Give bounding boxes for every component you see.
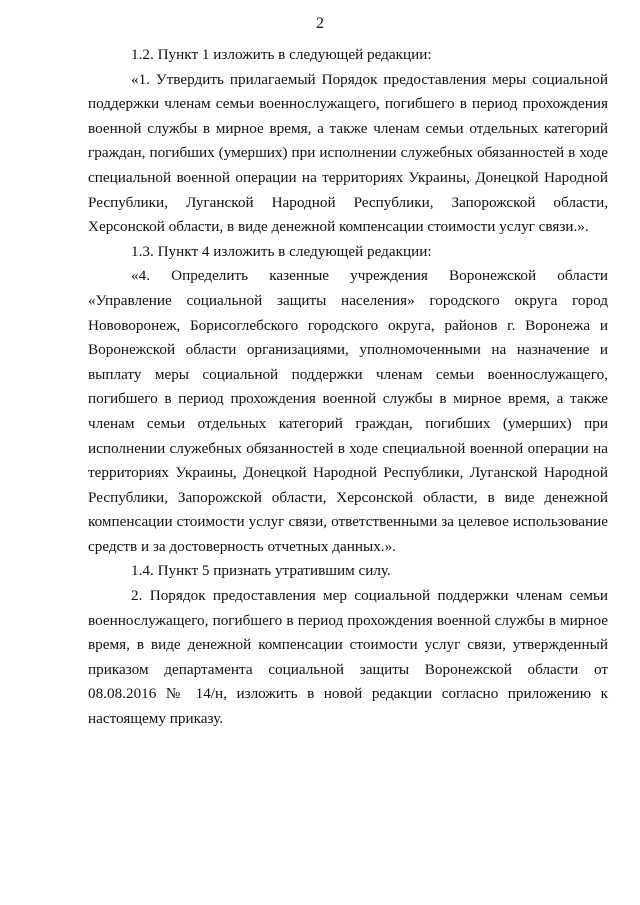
document-body [88,43,608,732]
paragraph-1-2: 1.2. Пункт 1 изложить в следующей редакции: [131,46,432,63]
paragraph-2: 2. Порядок предоставления мер социальной поддержки членам семьи военнослужащего, погибшего в период прохождения военной службы в мирное время, в виде денежной компенсации стоимости услуг связи, утвержденный приказом департамента социальной защиты Воронежской области от 08.08.2016 № 14/н, изложить в новой редакции согласно приложению к настоящему приказу. [88,587,608,728]
paragraph-quote-4: «4. Определить казенные учреждения Воронежской области «Управление социальной защиты населения» городского округа город Нововоронеж, Борисоглебского городского округа, районов г. Воронежа и Воронежской области организациями, уполномоченными на назначение и выплату меры социальной поддержки членам семьи военнослужащего, погибшего в период прохождения военной службы в мирное время, а также членам семьи отдельных категорий граждан, погибших (умерших) при исполнении служебных обязанностей в ходе специальной военной операции на территориях Украины, Донецкой Народной Республики, Луганской Народной Республики, Запорожской области, Херсонской области, в виде денежной компенсации стоимости услуг связи, ответственными за целевое использование средств и за достоверность отчетных данных.». [88,267,608,555]
page-number: 2 [316,15,324,32]
paragraph-1-3: 1.3. Пункт 4 изложить в следующей редакции: [131,242,432,260]
paragraph-quote-1: «1. Утвердить прилагаемый Порядок предоставления меры социальной поддержки членам семьи военнослужащего, погибшего в период прохождения военной службы в мирное время, а также членам семьи отдельных категорий граждан, погибших (умерших) при исполнении служебных обязанностей в ходе специальной военной операции на территориях Украины, Донецкой Народной Республики, Луганской Народной Республики, Запорожской области, Херсонской области, в виде денежной компенсации стоимости услуг связи.». [88,70,608,236]
paragraph-1-4: 1.4. Пункт 5 признать утратившим силу. [131,562,391,580]
